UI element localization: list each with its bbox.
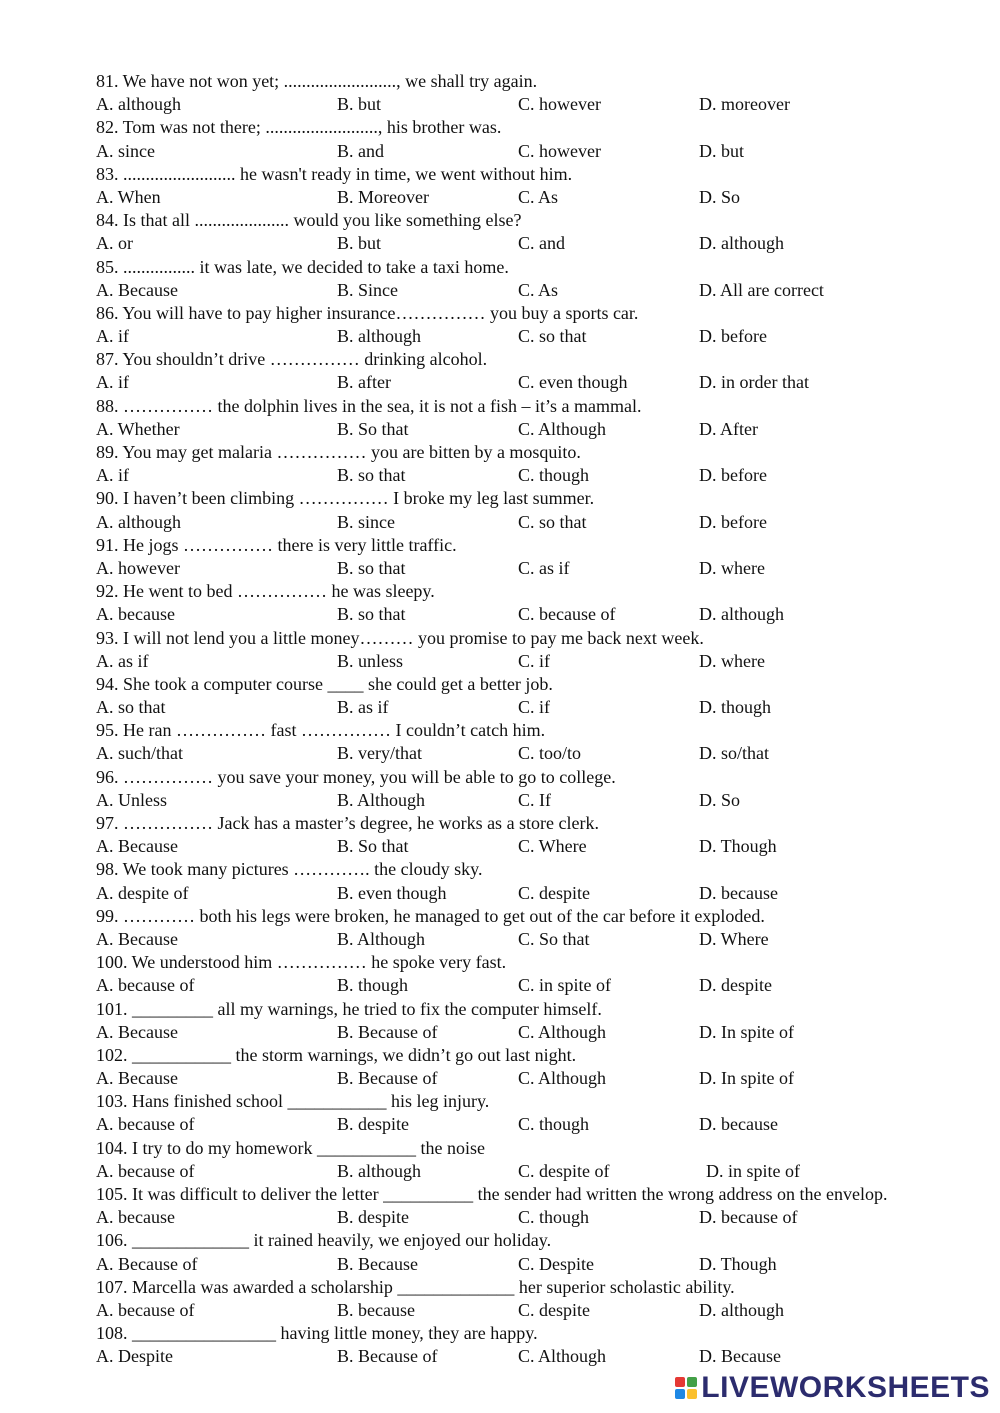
option-a: A. Because xyxy=(96,279,178,300)
option-a: A. Whether xyxy=(96,418,180,439)
answer-options xyxy=(96,742,986,765)
option-d: D. though xyxy=(699,697,771,718)
option-b: B. very/that xyxy=(337,743,422,764)
answer-options xyxy=(96,557,986,580)
option-b: B. Although xyxy=(337,789,426,810)
answer-options xyxy=(96,603,986,626)
answer-options xyxy=(96,696,986,719)
question-item xyxy=(96,256,986,302)
question-text: 82. Tom was not there; ........................., his brother was. xyxy=(96,117,502,138)
question-item xyxy=(96,487,986,533)
option-b: B. unless xyxy=(337,650,404,671)
question-item xyxy=(96,1044,986,1090)
question-item xyxy=(96,116,986,162)
option-a: A. Because of xyxy=(96,1253,198,1274)
option-d: D. where xyxy=(699,650,765,671)
question-item xyxy=(96,348,986,394)
option-d: D. before xyxy=(699,465,767,486)
option-c: C. however xyxy=(518,94,601,115)
option-d: D. in spite of xyxy=(706,1160,800,1181)
question-item xyxy=(96,441,986,487)
worksheet xyxy=(96,70,986,1369)
brand-text: LIVEWORKSHEETS xyxy=(701,1371,990,1404)
answer-options xyxy=(96,186,986,209)
option-a: A. or xyxy=(96,233,133,254)
option-c: C. Although xyxy=(518,418,607,439)
option-c: C. If xyxy=(518,789,551,810)
option-a: A. as if xyxy=(96,650,149,671)
option-d: D. although xyxy=(699,604,784,625)
option-a: A. although xyxy=(96,511,181,532)
answer-options xyxy=(96,1345,986,1368)
option-d: D. All are correct xyxy=(699,279,824,300)
option-d: D. because xyxy=(699,882,778,903)
question-text: 99. ………… both his legs were broken, he managed to get out of the car before it exploded. xyxy=(96,905,765,926)
option-a: A. Because xyxy=(96,928,178,949)
logo-tile xyxy=(675,1389,685,1399)
question-item xyxy=(96,951,986,997)
answer-options xyxy=(96,835,986,858)
option-b: B. though xyxy=(337,975,409,996)
option-b: B. Since xyxy=(337,279,398,300)
option-d: D. although xyxy=(699,1299,784,1320)
option-c: C. though xyxy=(518,465,590,486)
option-c: C. so that xyxy=(518,326,587,347)
option-d: D. After xyxy=(699,418,758,439)
question-item xyxy=(96,673,986,719)
option-b: B. even though xyxy=(337,882,447,903)
question-item xyxy=(96,395,986,441)
question-text: 102. ___________ the storm warnings, we didn’t go out last night. xyxy=(96,1044,577,1065)
option-a: A. so that xyxy=(96,697,166,718)
option-b: B. despite xyxy=(337,1207,409,1228)
answer-options xyxy=(96,650,986,673)
question-text: 100. We understood him …………… he spoke very fast. xyxy=(96,952,507,973)
question-text: 98. We took many pictures …………. the cloudy sky. xyxy=(96,859,483,880)
question-text: 93. I will not lend you a little money……… you promise to pay me back next week. xyxy=(96,627,704,648)
option-a: A. such/that xyxy=(96,743,183,764)
option-a: A. Despite xyxy=(96,1346,173,1367)
option-a: A. despite of xyxy=(96,882,189,903)
answer-options xyxy=(96,928,986,951)
question-text: 87. You shouldn’t drive …………… drinking alcohol. xyxy=(96,349,488,370)
question-text: 103. Hans finished school ___________ his leg injury. xyxy=(96,1091,490,1112)
option-b: B. Because of xyxy=(337,1068,438,1089)
option-b: B. and xyxy=(337,140,384,161)
answer-options xyxy=(96,371,986,394)
answer-options xyxy=(96,418,986,441)
option-b: B. despite xyxy=(337,1114,409,1135)
question-text: 86. You will have to pay higher insurance…………… you buy a sports car. xyxy=(96,302,639,323)
question-item xyxy=(96,998,986,1044)
option-c: C. too/to xyxy=(518,743,582,764)
answer-options xyxy=(96,464,986,487)
option-d: D. despite xyxy=(699,975,772,996)
question-item xyxy=(96,163,986,209)
option-d: D. before xyxy=(699,511,767,532)
option-b: B. so that xyxy=(337,465,406,486)
answer-options xyxy=(96,1206,986,1229)
question-text: 89. You may get malaria …………… you are bitten by a mosquito. xyxy=(96,442,581,462)
option-b: B. since xyxy=(337,511,395,532)
question-text: 85. ................ it was late, we decided to take a taxi home. xyxy=(96,256,509,277)
answer-options xyxy=(96,279,986,302)
question-text: 90. I haven’t been climbing …………… I broke my leg last summer. xyxy=(96,488,595,509)
option-a: A. because of xyxy=(96,1114,195,1135)
option-b: B. Moreover xyxy=(337,186,429,207)
answer-options xyxy=(96,789,986,812)
option-a: A. because xyxy=(96,1207,175,1228)
option-a: A. Because xyxy=(96,1021,178,1042)
option-b: B. after xyxy=(337,372,391,393)
option-c: C. Where xyxy=(518,836,587,857)
option-b: B. Although xyxy=(337,928,426,949)
option-d: D. but xyxy=(699,140,744,161)
question-text: 81. We have not won yet; ........................., we shall try again. xyxy=(96,71,538,91)
option-d: D. In spite of xyxy=(699,1068,794,1089)
question-item xyxy=(96,1137,986,1183)
question-text: 96. …………… you save your money, you will be able to go to college. xyxy=(96,766,616,787)
option-c: C. As xyxy=(518,186,559,207)
option-c: C. and xyxy=(518,233,565,254)
option-a: A. Unless xyxy=(96,789,167,810)
question-text: 107. Marcella was awarded a scholarship _____________ her superior scholastic ability. xyxy=(96,1276,735,1297)
option-b: B. but xyxy=(337,233,382,254)
option-c: C. in spite of xyxy=(518,975,611,996)
option-b: B. Because xyxy=(337,1253,418,1274)
answer-options xyxy=(96,1299,986,1322)
option-c: C. Although xyxy=(518,1346,607,1367)
option-d: D. So xyxy=(699,186,741,207)
question-item xyxy=(96,905,986,951)
option-c: C. so that xyxy=(518,511,587,532)
question-item xyxy=(96,858,986,904)
option-a: A. Because xyxy=(96,836,178,857)
option-b: B. as if xyxy=(337,697,389,718)
option-c: C. though xyxy=(518,1114,590,1135)
question-item xyxy=(96,812,986,858)
option-d: D. So xyxy=(699,789,741,810)
option-b: B. So that xyxy=(337,836,409,857)
question-item xyxy=(96,1183,986,1229)
question-text: 97. …………… Jack has a master’s degree, he works as a store clerk. xyxy=(96,813,600,833)
option-b: B. so that xyxy=(337,557,406,578)
option-d: D. because of xyxy=(699,1207,798,1228)
option-c: C. Although xyxy=(518,1021,607,1042)
liveworksheets-brand xyxy=(675,1371,990,1405)
option-c: C. because of xyxy=(518,604,616,625)
option-c: C. So that xyxy=(518,928,590,949)
option-a: A. because of xyxy=(96,1160,195,1181)
question-item xyxy=(96,302,986,348)
question-item xyxy=(96,1229,986,1275)
answer-options xyxy=(96,1113,986,1136)
question-text: 105. It was difficult to deliver the letter __________ the sender had written the wrong address on the envelop. xyxy=(96,1184,888,1204)
question-item xyxy=(96,534,986,580)
option-c: C. though xyxy=(518,1207,590,1228)
option-a: A. because xyxy=(96,604,175,625)
option-b: B. Because of xyxy=(337,1021,438,1042)
question-text: 104. I try to do my homework ___________ the noise xyxy=(96,1137,485,1158)
option-c: C. As xyxy=(518,279,559,300)
question-item xyxy=(96,1090,986,1136)
answer-options xyxy=(96,1021,986,1044)
option-d: D. Where xyxy=(699,928,769,949)
question-text: 94. She took a computer course ____ she could get a better job. xyxy=(96,673,553,694)
option-c: C. as if xyxy=(518,557,570,578)
option-a: A. if xyxy=(96,372,129,393)
option-b: B. but xyxy=(337,94,382,115)
option-d: D. in order that xyxy=(699,372,809,393)
question-item xyxy=(96,627,986,673)
answer-options xyxy=(96,511,986,534)
answer-options xyxy=(96,232,986,255)
question-text: 92. He went to bed …………… he was sleepy. xyxy=(96,581,435,602)
logo-tile xyxy=(675,1377,685,1387)
option-b: B. So that xyxy=(337,418,409,439)
option-d: D. so/that xyxy=(699,743,769,764)
question-text: 83. ......................... he wasn't ready in time, we went without him. xyxy=(96,163,573,184)
option-c: C. despite of xyxy=(518,1160,610,1181)
option-c: C. even though xyxy=(518,372,628,393)
answer-options xyxy=(96,1253,986,1276)
option-c: C. Although xyxy=(518,1068,607,1089)
option-c: C. if xyxy=(518,697,551,718)
question-text: 84. Is that all ..................... would you like something else? xyxy=(96,210,522,231)
option-c: C. however xyxy=(518,140,601,161)
answer-options xyxy=(96,325,986,348)
option-d: D. before xyxy=(699,326,767,347)
option-a: A. since xyxy=(96,140,155,161)
option-c: C. if xyxy=(518,650,551,671)
option-b: B. because xyxy=(337,1299,415,1320)
option-d: D. moreover xyxy=(699,94,790,115)
option-a: A. although xyxy=(96,94,181,115)
question-item xyxy=(96,719,986,765)
question-text: 91. He jogs …………… there is very little traffic. xyxy=(96,534,457,555)
question-item xyxy=(96,209,986,255)
answer-options xyxy=(96,140,986,163)
option-d: D. where xyxy=(699,557,765,578)
question-text: 108. ________________ having little money, they are happy. xyxy=(96,1323,538,1344)
question-item xyxy=(96,580,986,626)
option-c: C. despite xyxy=(518,1299,590,1320)
option-c: C. despite xyxy=(518,882,590,903)
option-c: C. Despite xyxy=(518,1253,594,1274)
answer-options xyxy=(96,93,986,116)
answer-options xyxy=(96,1067,986,1090)
question-text: 106. _____________ it rained heavily, we enjoyed our holiday. xyxy=(96,1230,552,1251)
option-d: D. Though xyxy=(699,1253,777,1274)
option-a: A. Because xyxy=(96,1068,178,1089)
option-b: B. Because of xyxy=(337,1346,438,1367)
option-a: A. When xyxy=(96,186,161,207)
option-d: D. although xyxy=(699,233,784,254)
question-item xyxy=(96,1276,986,1322)
answer-options xyxy=(96,1160,986,1183)
answer-options xyxy=(96,974,986,997)
question-text: 101. _________ all my warnings, he tried to fix the computer himself. xyxy=(96,998,602,1019)
answer-options xyxy=(96,882,986,905)
logo-tile xyxy=(687,1377,697,1387)
option-b: B. although xyxy=(337,1160,421,1181)
option-b: B. so that xyxy=(337,604,406,625)
option-a: A. if xyxy=(96,326,129,347)
option-a: A. however xyxy=(96,557,180,578)
liveworksheets-logo-icon xyxy=(675,1377,697,1399)
question-text: 88. …………… the dolphin lives in the sea, it is not a fish – it’s a mammal. xyxy=(96,395,642,416)
option-d: D. Because xyxy=(699,1346,781,1367)
option-a: A. because of xyxy=(96,975,195,996)
option-d: D. Though xyxy=(699,836,777,857)
question-item xyxy=(96,1322,986,1368)
question-item xyxy=(96,70,986,116)
option-d: D. because xyxy=(699,1114,778,1135)
option-a: A. because of xyxy=(96,1299,195,1320)
question-text: 95. He ran …………… fast …………… I couldn’t catch him. xyxy=(96,720,546,741)
option-d: D. In spite of xyxy=(699,1021,794,1042)
logo-tile xyxy=(687,1389,697,1399)
option-b: B. although xyxy=(337,326,421,347)
option-a: A. if xyxy=(96,465,129,486)
question-item xyxy=(96,766,986,812)
